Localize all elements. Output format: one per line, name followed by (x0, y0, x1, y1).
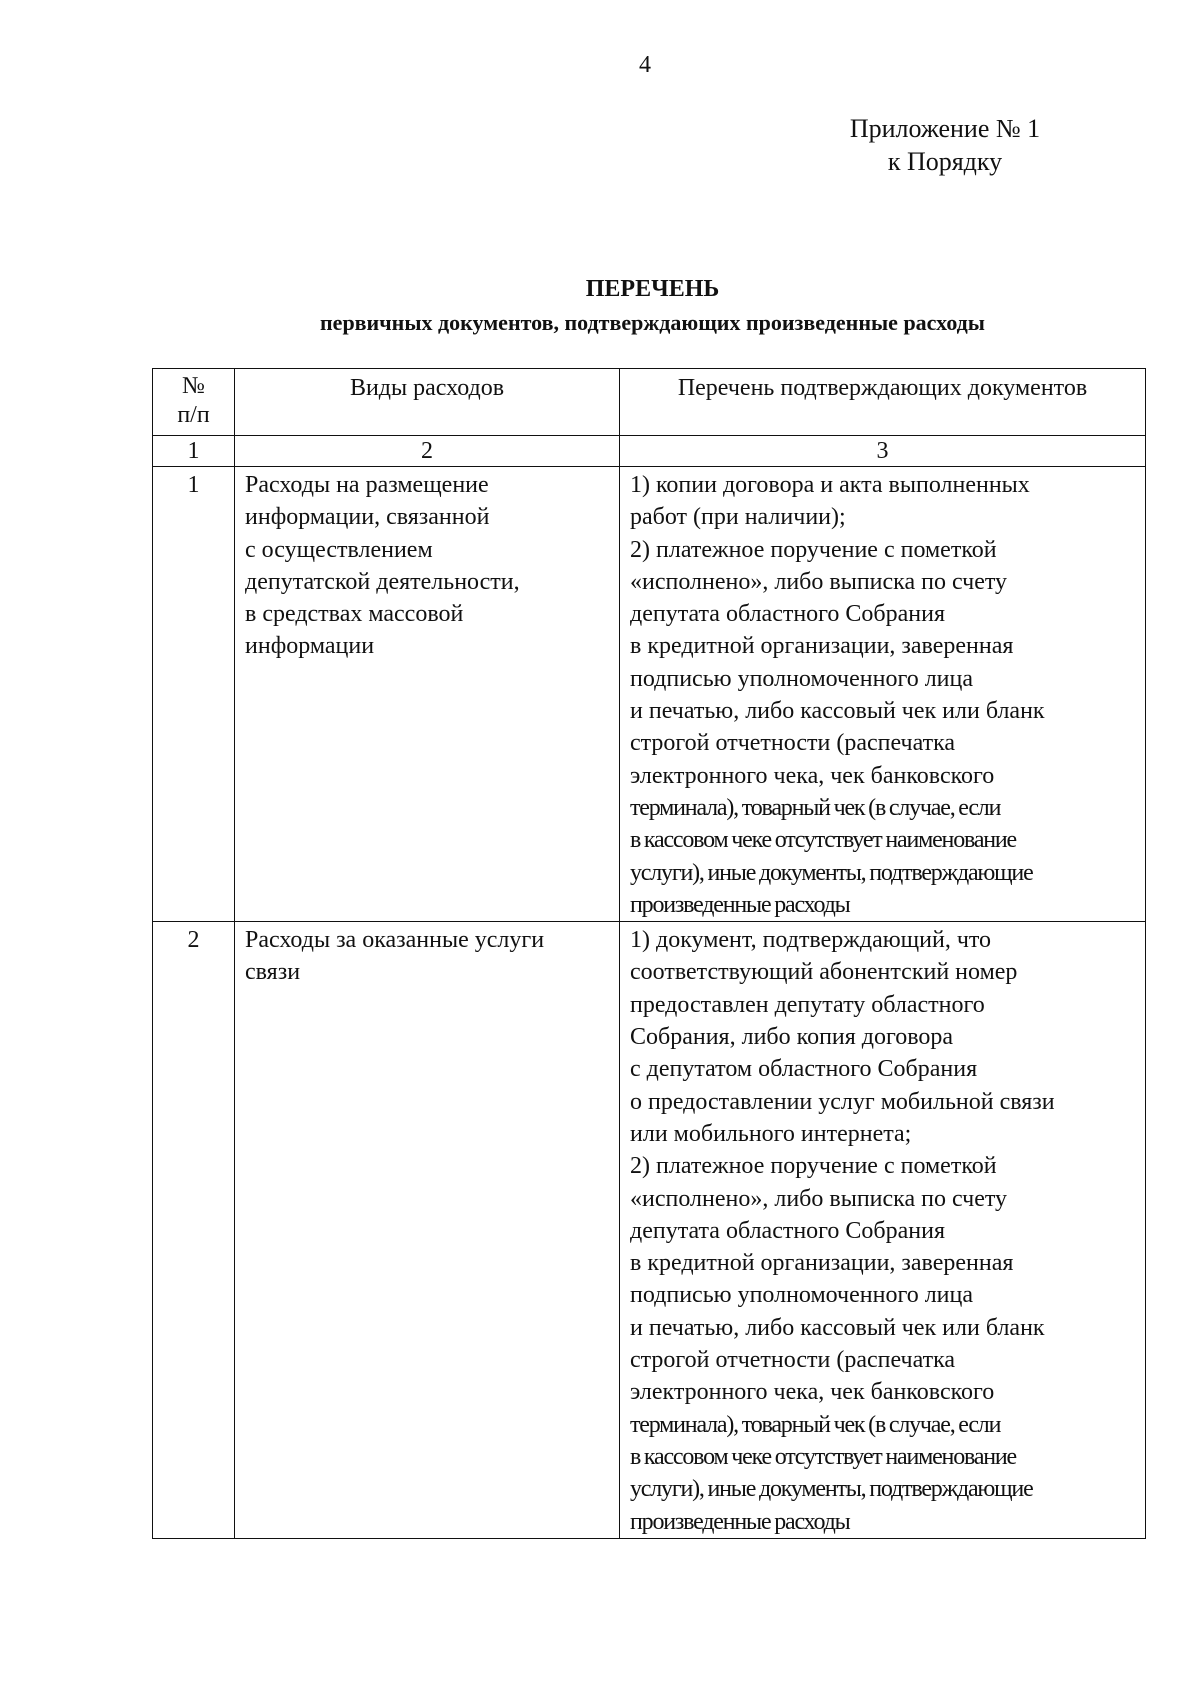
text-line: в кредитной организации, заверенная (630, 633, 1014, 660)
text-line: и печатью, либо кассовый чек или бланк (630, 698, 1045, 725)
text-line: информации (245, 633, 375, 660)
text-line: в кассовом чеке отсутствует наименование (630, 827, 1017, 854)
text-line: 2) платежное поручение с пометкой (630, 1153, 997, 1180)
text-line: депутата областного Собрания (630, 1217, 946, 1244)
expense-kind-cell (235, 922, 620, 1539)
text-line: электронного чека, чек банковского (630, 762, 995, 789)
text-line: депутатской деятельности, (245, 568, 520, 595)
page-number: 4 (639, 52, 651, 78)
header-number (153, 369, 235, 436)
table-row (153, 467, 1146, 922)
text-line: терминала), товарный чек (в случае, если (630, 1411, 1001, 1438)
text-line: «исполнено», либо выписка по счету (630, 568, 1008, 595)
text-line: произведенные расходы (630, 891, 850, 918)
row-number: 1 (153, 467, 235, 922)
appendix-line-1: Приложение № 1 (849, 114, 1041, 143)
text-line: строгой отчетности (распечатка (630, 730, 956, 757)
text-line: соответствующий абонентский номер (630, 959, 1018, 986)
text-line: с депутатом областного Собрания (630, 1056, 978, 1083)
expenses-table (152, 368, 1146, 1539)
row-number: 2 (153, 922, 235, 1539)
text-line: Расходы за оказанные услуги (245, 927, 545, 954)
table-header-row (153, 369, 1146, 436)
column-index-3: 3 (620, 436, 1146, 467)
document-title: ПЕРЕЧЕНЬ (585, 276, 720, 302)
text-line: в кассовом чеке отсутствует наименование (630, 1443, 1017, 1470)
text-line: Расходы на размещение (245, 472, 489, 498)
text-line: услуги), иные документы, подтверждающие (630, 859, 1033, 886)
appendix-line-2: к Порядку (887, 147, 1003, 176)
text-line: о предоставлении услуг мобильной связи (630, 1088, 1055, 1115)
text-line: в средствах массовой (245, 601, 464, 628)
text-line: строгой отчетности (распечатка (630, 1347, 956, 1374)
text-line: работ (при наличии); (630, 504, 846, 531)
table-row (153, 922, 1146, 1539)
text-line: подписью уполномоченного лица (630, 1282, 974, 1309)
header-number-sign: № (182, 373, 205, 399)
text-line: электронного чека, чек банковского (630, 1379, 995, 1406)
text-line: 2) платежное поручение с пометкой (630, 536, 997, 563)
column-index-row (153, 436, 1146, 467)
header-expense-kind: Виды расходов (235, 369, 620, 436)
text-line: с осуществлением (245, 536, 433, 563)
text-line: или мобильного интернета; (630, 1120, 912, 1147)
column-index-1: 1 (153, 436, 235, 467)
text-line: в кредитной организации, заверенная (630, 1250, 1014, 1277)
text-line: Собрания, либо копия договора (630, 1024, 954, 1051)
documents-cell (620, 467, 1146, 922)
document-subtitle: первичных документов, подтверждающих произведенные расходы (320, 310, 985, 335)
expense-kind-cell (235, 467, 620, 922)
text-line: предоставлен депутату областного (630, 991, 985, 1018)
text-line: 1) копии договора и акта выполненных (630, 472, 1030, 498)
header-documents: Перечень подтверждающих документов (620, 369, 1146, 436)
text-line: подписью уполномоченного лица (630, 665, 974, 692)
text-line: и печатью, либо кассовый чек или бланк (630, 1314, 1045, 1341)
text-line: «исполнено», либо выписка по счету (630, 1185, 1008, 1212)
column-index-2: 2 (235, 436, 620, 467)
text-line: 1) документ, подтверждающий, что (630, 927, 992, 954)
appendix-reference (820, 112, 1070, 178)
text-line: депутата областного Собрания (630, 601, 946, 628)
documents-cell (620, 922, 1146, 1539)
header-number-abbr: п/п (177, 402, 210, 428)
text-line: услуги), иные документы, подтверждающие (630, 1476, 1033, 1503)
text-line: произведенные расходы (630, 1508, 850, 1535)
text-line: терминала), товарный чек (в случае, если (630, 794, 1001, 821)
text-line: информации, связанной (245, 504, 490, 531)
text-line: связи (245, 959, 301, 986)
